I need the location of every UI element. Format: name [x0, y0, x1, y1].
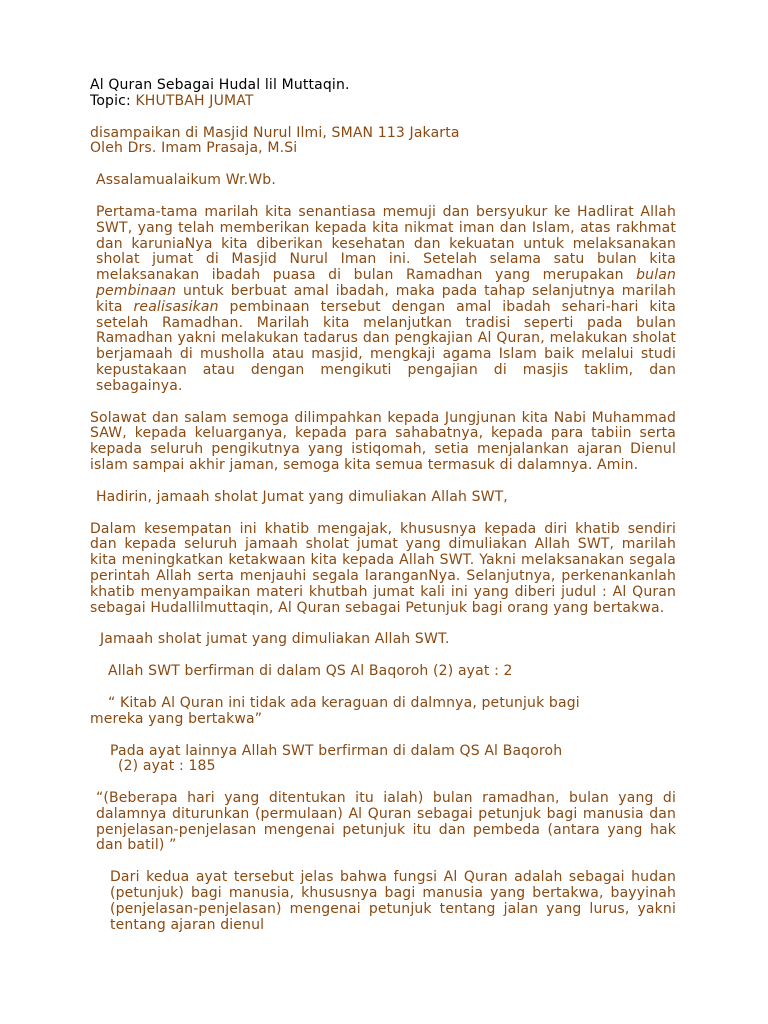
verse-2-intro-line-2: (2) ayat : 185: [118, 758, 216, 775]
verse-2-intro: [90, 744, 676, 776]
verse-1-quote-line-2: mereka yang bertakwa”: [90, 710, 263, 727]
paragraph-opening-italic-2: realisasikan: [133, 298, 219, 315]
paragraph-opening-text-2: untuk berbuat amal ibadah, maka pada tahap selanjutnya marilah kita: [96, 282, 676, 315]
verse-1-quote: [90, 696, 676, 728]
speaker-line: Oleh Drs. Imam Prasaja, M.Si: [90, 140, 298, 157]
topic-label: Topic:: [90, 92, 131, 109]
verse-2-quote: “(Beberapa hari yang ditentukan itu ialah) bulan ramadhan, bulan yang di dalamnya diturunkan (permulaan) Al Quran sebagai petunjuk bagi manusia dan penjelasan-penjelasan mengenai petunjuk itu dan pembeda (antara yang hak dan batil) ”: [96, 790, 676, 854]
paragraph-opening-text-3: pembinaan tersebut dengan amal ibadah sehari-hari kita setelah Ramadhan. Marilah kita melanjutkan tradisi seperti pada bulan Ramadhan yakni melakukan tadarus dan pengkajian Al Quran, melakukan sholat berjamaah di musholla atau masjid, mengkaji agama Islam baik melalui studi kepustakaan atau dengan mengikuti pengajian di masjis taklim, dan sebagainya.: [96, 298, 677, 394]
paragraph-conclusion: Dari kedua ayat tersebut jelas bahwa fungsi Al Quran adalah sebagai hudan (petunjuk) bagi manusia, khususnya bagi manusia yang bertakwa, bayyinah (penjelasan-penjelasan) mengenai petunjuk tentang jalan yang lurus, yakni tentang ajaran dienul: [110, 869, 676, 933]
paragraph-opening-italic-1: bulan pembinaan: [96, 267, 676, 299]
paragraph-solawat: Solawat dan salam semoga dilimpahkan kepada Jungjunan kita Nabi Muhammad SAW, kepada keluarganya, kepada para sahabatnya, kepada para tabiin serta kepada seluruh pengikutnya yang istiqomah, setia menjalankan ajaran Dienul islam sampai akhir jaman, semoga kita semua termasuk di dalamnya. Amin.: [90, 409, 676, 473]
topic-value: KHUTBAH JUMAT: [130, 92, 254, 109]
greeting: Assalamualaikum Wr.Wb.: [96, 172, 276, 189]
document-title: Al Quran Sebagai Hudal lil Muttaqin.: [90, 77, 350, 93]
paragraph-opening: [90, 205, 676, 395]
address-jamaah: Jamaah sholat jumat yang dimuliakan Allah SWT.: [100, 631, 450, 648]
verse-1-quote-line-1: “ Kitab Al Quran ini tidak ada keraguan di dalmnya, petunjuk bagi: [108, 694, 580, 711]
address-hadirin: Hadirin, jamaah sholat Jumat yang dimuliakan Allah SWT,: [96, 488, 508, 505]
topic-line: [90, 94, 676, 110]
paragraph-opening-text-1: Pertama-tama marilah kita senantiasa memuji dan bersyukur ke Hadlirat Allah SWT, yang telah memberikan kepada kita nikmat iman dan Islam, atas rakhmat dan karuniaNya kita diberikan kesehatan dan kekuatan untuk melaksanakan sholat jumat di Masjid Nurul Iman ini. Setelah selama satu bulan kita melaksanakan ibadah puasa di bulan Ramadhan yang merupakan: [96, 203, 676, 284]
document-page: [90, 78, 676, 949]
paragraph-kesempatan: Dalam kesempatan ini khatib mengajak, khususnya kepada diri khatib sendiri dan kepada seluruh jamaah sholat jumat yang dimuliakan Allah SWT, marilah kita meningkatkan ketakwaan kita kepada Allah SWT. Yakni melaksanakan segala perintah Allah serta menjauhi segala laranganNya. Selanjutnya, perkenankanlah khatib menyampaikan materi khutbah jumat kali ini yang diberi judul : Al Quran sebagai Hudallilmuttaqin, Al Quran sebagai Petunjuk bagi orang yang bertakwa.: [90, 520, 676, 616]
verse-2-intro-line-1: Pada ayat lainnya Allah SWT berfirman di dalam QS Al Baqoroh: [110, 742, 563, 759]
venue-line: disampaikan di Masjid Nurul Ilmi, SMAN 113 Jakarta: [90, 124, 460, 141]
verse-1-intro: Allah SWT berfirman di dalam QS Al Baqoroh (2) ayat : 2: [108, 663, 513, 680]
